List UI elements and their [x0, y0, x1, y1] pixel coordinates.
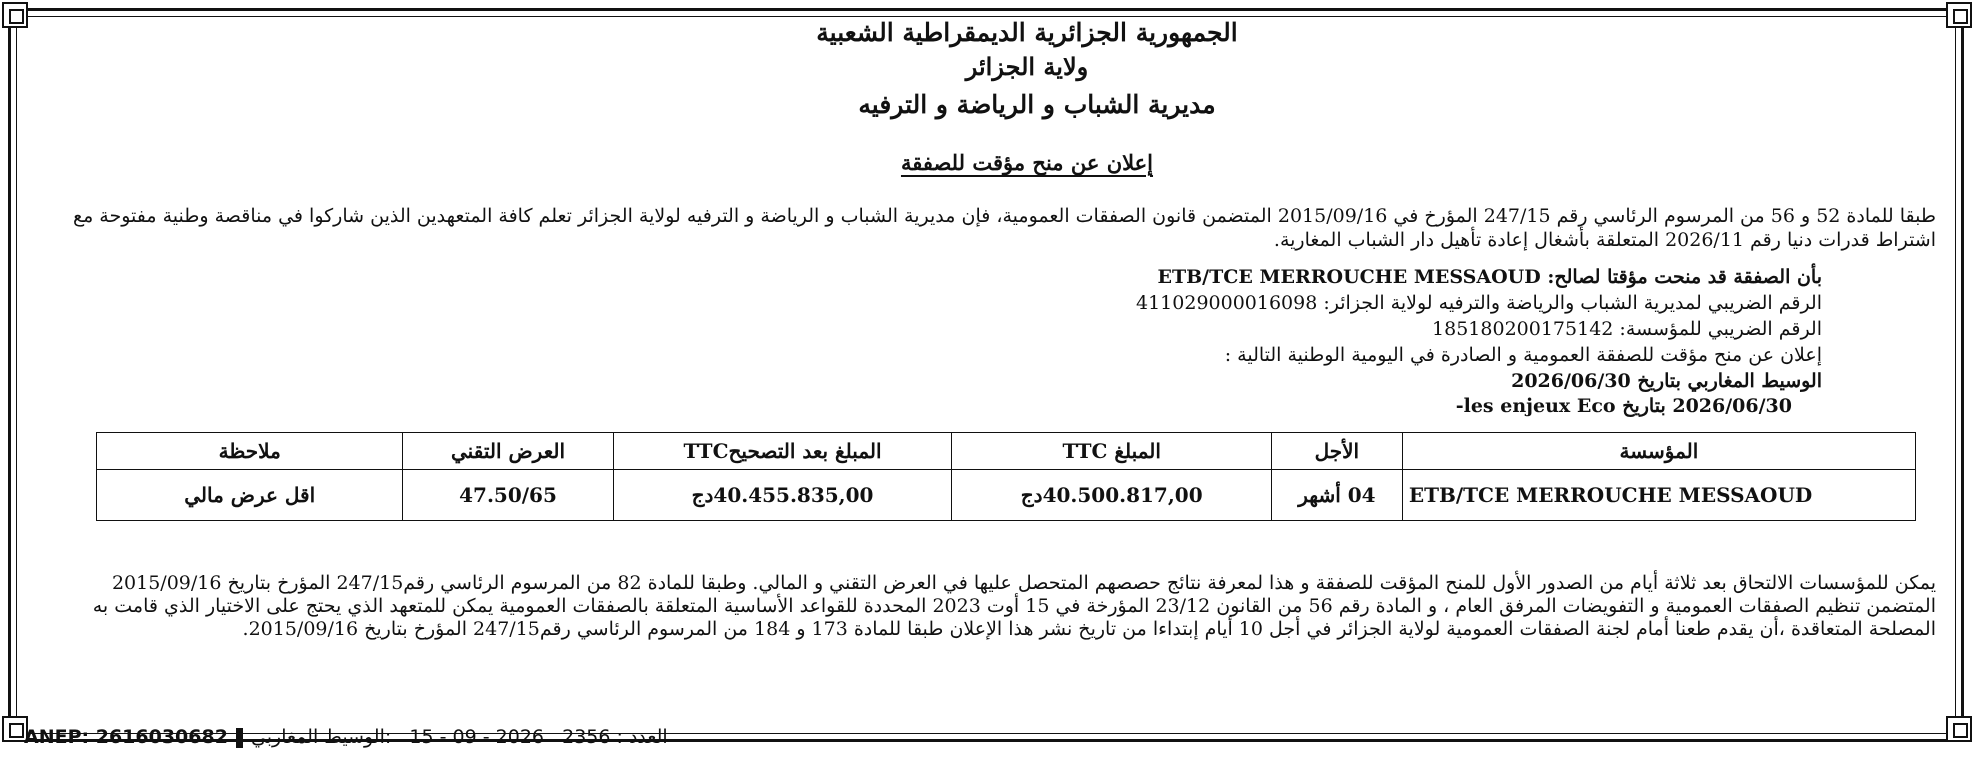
- notice-title: إعلان عن منح مؤقت للصفقة: [900, 150, 1154, 175]
- footer: [24, 726, 668, 748]
- newspaper-line-1: الوسيط المغاربي بتاريخ 2026/06/30: [1511, 370, 1822, 392]
- tax-company-line: الرقم الضريبي للمؤسسة: 185180200175142: [1432, 318, 1822, 340]
- table-cell: 40.500.817,00دج: [952, 470, 1271, 521]
- corner-ornament: [1946, 716, 1972, 742]
- issue-date: 2026 - 09 - 15: [409, 726, 544, 748]
- intro-paragraph: طبقا للمادة 52 و 56 من المرسوم الرئاسي رقم 247/15 المؤرخ في 2015/09/16 المتضمن قانون الصفقات العمومية، فإن مديرية الشباب و الرياضة و الترفيه لولاية الجزائر تعلم كافة المتعهدين الذين شاركوا في مناقصة وطنية مفتوحة مع اشتراط قدرات دنيا رقم 2026/11 المتعلقة بأشغال إعادة تأهيل دار الشباب المغارية.: [72, 205, 1936, 251]
- col-header: المبلغ بعد التصحيحTTC: [613, 433, 952, 470]
- col-header: الأجل: [1271, 433, 1402, 470]
- table-header-row: [97, 433, 1916, 470]
- col-header: العرض التقني: [403, 433, 613, 470]
- issue-number: العدد : 2356: [562, 726, 668, 748]
- col-header: المبلغ TTC: [952, 433, 1271, 470]
- table-cell: 47.50/65: [403, 470, 613, 521]
- table-cell: ETB/TCE MERROUCHE MESSAOUD: [1402, 470, 1915, 521]
- table-cell: 40.455.835,00دج: [613, 470, 952, 521]
- tax-directorate-line: الرقم الضريبي لمديرية الشباب والرياضة والترفيه لولاية الجزائر: 411029000016098: [1136, 292, 1822, 314]
- republic-heading: الجمهورية الجزائرية الديمقراطية الشعبية: [816, 18, 1238, 47]
- table-row: [97, 470, 1916, 521]
- table-cell: 04 أشهر: [1271, 470, 1402, 521]
- award-table: [96, 432, 1916, 521]
- closing-paragraph: يمكن للمؤسسات الالتحاق بعد ثلاثة أيام من الصدور الأول للمنح المؤقت للصفقة و هذا لمعرفة نتائج حصصهم المتحصل عليها في العرض التقني و المالي. وطبقا للمادة 82 من المرسوم الرئاسي رقم247/15 المؤرخ بتاريخ 2015/09/16 المتضمن تنظيم الصفقات العمومية و التفويضات المرفق العام ، و المادة رقم 56 من القانون 23/12 المؤرخة في 15 أوت 2023 المحددة للقواعد الأساسية المتعلقة بالصفقات العمومية يمكن للمتعهد الذي يحتج على الاختيار الذي قامت به المصلحة المتعاقدة ،أن يقدم طعنا أمام لجنة الصفقات العمومية لولاية الجزائر في أجل 10 أيام إبتداءا من تاريخ نشر هذا الإعلان طبقا للمادة 173 و 184 من المرسوم الرئاسي رقم247/15 المؤرخ بتاريخ 2015/09/16.: [92, 572, 1936, 640]
- col-header: ملاحظة: [97, 433, 403, 470]
- newspaper-line-2: 2026/06/30 بتاريخ les enjeux Eco-: [1455, 395, 1792, 417]
- published-line: إعلان عن منح مؤقت للصفقة العمومية و الصادرة في اليومية الوطنية التالية :: [1224, 344, 1822, 366]
- col-header: المؤسسة: [1402, 433, 1915, 470]
- separator-bar: [236, 728, 243, 748]
- table-cell: اقل عرض مالي: [97, 470, 403, 521]
- wilaya-heading: ولاية الجزائر: [965, 52, 1089, 81]
- newspaper-name: :الوسيط المغاربي: [250, 726, 392, 748]
- directorate-heading: مديرية الشباب و الرياضة و الترفيه: [858, 90, 1216, 119]
- awarded-line: بأن الصفقة قد منحت مؤقتا لصالح: ETB/TCE MERROUCHE MESSAOUD: [1157, 266, 1822, 288]
- anep-code: ANEP: 2616030682: [24, 726, 228, 748]
